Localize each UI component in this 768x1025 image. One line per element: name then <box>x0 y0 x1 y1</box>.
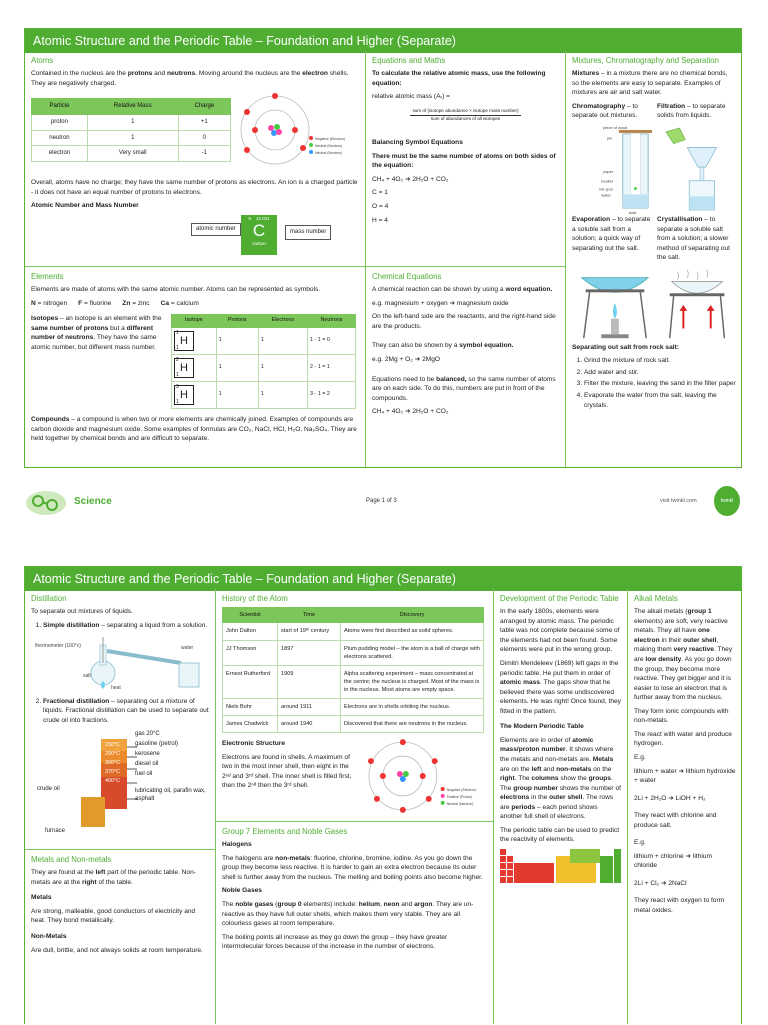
development-panel <box>494 589 627 1025</box>
alkali-heading: Alkali Metals <box>634 594 678 603</box>
svg-text:Neutral (Neutron): Neutral (Neutron) <box>447 802 474 807</box>
arrow-right-icon: ➔ <box>685 852 692 860</box>
svg-text:water: water <box>601 192 611 198</box>
amn-heading: Atomic Number and Mass Number <box>31 202 139 210</box>
filtration-text: Filtration – to separate solids from liquids. <box>657 102 726 120</box>
modern-table-text: Elements are in order of atomic mass/proton number. It shows where the metals and non-metals are. Metals are on the left and non-metals on the right. The columns show the groups. The group number shows the number of electrons in the outer shell. The rows are periods – each period shows another full shell of electrons. <box>500 736 621 821</box>
atoms-overall: Overall, atoms have no charge; they have the same number of protons as electrons. An ion is a charged particle - it does not have an equal number of protons to electrons. <box>31 179 358 196</box>
word-equation: e.g. magnesium + oxygen ➔ magnesium oxide <box>372 299 509 307</box>
svg-text:salt: salt <box>83 673 91 680</box>
symbol-equation: e.g. 2Mg + O₂ ➔ 2MgO <box>372 356 441 364</box>
fraction-labels: gas 20°C gasoline (petrol) kerosene diesel oil fuel oil lubricating oil, parafin wax, asphalt <box>135 730 206 802</box>
rock-salt-steps <box>572 356 736 410</box>
column-temperatures: 150°C 200°C 300°C 370°C 400°C <box>105 741 121 784</box>
isotope-symbol: 3 H 1 <box>174 385 194 405</box>
isotopes-text: Isotopes – an isotope is an element with the same number of protons but a different number of neutrons. They have the same atomic number, but different mass number. <box>31 315 162 352</box>
electronic-structure-heading: Electronic Structure <box>222 740 286 748</box>
metals-panel <box>25 850 215 1025</box>
svg-text:thermometer (100°c): thermometer (100°c) <box>35 643 81 650</box>
chemical-p1: A chemical reaction can be shown by using a word equation. <box>372 286 553 294</box>
filtration-diagram-icon <box>658 125 736 215</box>
svg-text:start: start <box>628 209 637 215</box>
noble-gases-heading: Noble Gases <box>222 887 262 895</box>
ram-intro: To calculate the relative atomic mass, use the following equation: <box>372 70 546 87</box>
svg-text:ink spot: ink spot <box>599 186 613 192</box>
arrow-right-icon: ➔ <box>668 794 674 802</box>
svg-text:Negative (Electron): Negative (Electron) <box>315 137 345 142</box>
alkali-p4: They react with chlorine and produce salt. <box>634 812 717 829</box>
history-heading: History of the Atom <box>222 594 288 603</box>
isotope-symbol: 2 H 1 <box>174 358 194 378</box>
isotope-symbol: 1 H 1 <box>174 331 194 351</box>
table-row: electron Very small -1 <box>32 146 231 162</box>
chromatography-text: Chromatography – to separate out mixtures. <box>572 102 638 120</box>
svg-text:Positive (Proton): Positive (Proton) <box>447 795 473 800</box>
svg-text:beaker: beaker <box>601 178 614 184</box>
svg-text:heat: heat <box>111 685 121 692</box>
table-row: JJ Thomson 1897 Plum pudding model – the atom is a ball of charge with electrons scattered. <box>223 640 484 665</box>
mixtures-heading: Mixtures, Chromatography and Separation <box>572 56 719 65</box>
table-row: John Dalton start of 19ᵗʰ century Atoms were first described as solid spheres. <box>223 623 484 640</box>
svg-text:water: water <box>181 645 194 652</box>
table-row: 1 H 1 1 1 1 - 1 = 0 <box>172 328 356 355</box>
history-table: Scientist Time Discovery John Dalton start of 19ᵗʰ century Atoms were first described as solid spheres. JJ Thomson 1897 Plum pudding model – the atom is a ball of charge with electrons scattered. Ernest Rutherford 1909 Alpha scattering experiment – mass concentrated at the centre; the nucleus is charged. Most of the mass is in the nucleus. Most atoms are empty space. Niels Bohr around 1911 Electrons are in shells orbiting the nucleus. James Chadwick around 1940 Discovered that there are neutrons in the nucleus. <box>222 607 484 733</box>
list-item: 4. Evaporate the water from the salt, leaving the crystals. <box>584 391 736 410</box>
halogens-text: The halogens are non-metals: fluorine, chlorine, bromine, iodine. As you go down the group they become less reactive. It is harder to gain an extra electron because its outer shell is further away from the nucleus. The melting and boiling points also become higher. <box>222 854 483 881</box>
compounds-text: Compounds – a compound is when two or more elements are chemically joined. Examples of compounds are carbon dioxide and magnesium oxide. Some examples of formulas are CO₂, NaCl, HCl, H₂O, Na₂SO₄. They are held together by chemical bonds and are difficult to separate. <box>31 416 357 443</box>
chromatography-diagram-icon <box>572 125 658 215</box>
twinkl-badge-icon: twinkl <box>714 486 740 516</box>
modern-table-heading: The Modern Periodic Table <box>500 723 584 731</box>
fractional-distillation-diagram <box>31 729 209 839</box>
alkali-p3: The react with water and produce hydrogen. <box>634 730 732 748</box>
table-row: 2 H 1 1 1 2 - 1 = 1 <box>172 355 356 382</box>
svg-text:paper: paper <box>603 168 614 174</box>
chemical-equations-panel <box>366 267 565 467</box>
periodic-table-icon <box>500 849 622 889</box>
carbon-tile: 6 12.011 C carbon <box>241 215 277 255</box>
list-item: 1. Grind the mixture of rock salt. <box>584 356 736 366</box>
crude-oil-label: crude oil <box>37 785 60 792</box>
svg-text:Neutral (Neutron): Neutral (Neutron) <box>315 144 343 149</box>
atoms-heading: Atoms <box>31 56 54 65</box>
arrow-right-icon: ➔ <box>404 175 411 183</box>
metals-text: Are strong, malleable, good conductors of electricity and heat. They bond metallically. <box>31 907 196 925</box>
development-p1: In the early 1800s, elements were arranged by atomic mass. The periodic table was not complete because some of the elements had not been found. Some elements were put in the wrong group. <box>500 608 620 654</box>
mixtures-intro: Mixtures – in a mixture there are no chemical bonds, so the elements are easy to separate. Examples of mixtures are air and salt water. <box>572 70 728 97</box>
atoms-intro: Contained in the nucleus are the protons and neutrons. Moving around the nucleus are the electron shells. They are negatively charged. <box>31 70 349 87</box>
chemical-p4: Equations need to be balanced, so the same number of atoms are on each side. To do this, numbers are put in front of the compounds. <box>372 375 556 402</box>
atom-count-c: C = 1 <box>372 189 388 197</box>
list-item: 2. Fractional distillation – separating out a mixture of liquids. Fractional distillation can be used to separate out crude oil into fractions. <box>43 697 209 726</box>
evaporation-text: Evaporation – to separate a soluble salt from a solution; a quick way of separating out the salt. <box>572 216 651 252</box>
mixtures-panel <box>566 51 742 469</box>
halogens-heading: Halogens <box>222 841 252 849</box>
nonmetals-text: Are dull, brittle, and not always solids at room temperature. <box>31 946 203 954</box>
particle-table: Particle Relative Mass Charge proton 1 +1 neutron 1 0 electron Very small -1 <box>31 98 231 162</box>
group7-panel <box>216 822 493 1025</box>
table-row: proton 1 +1 <box>32 115 231 131</box>
balanced-equation: CH₄ + 4O₂ ➔ 2H₂O + CO₂ <box>372 408 449 416</box>
footer-brand: Science <box>74 496 112 507</box>
atomic-number-label: atomic number <box>191 223 241 236</box>
elements-heading: Elements <box>31 272 64 281</box>
noble-gases-text: The noble gases (group 0 elements) include: helium, neon and argon. They are un-reactive as they have full outer shells, which makes them very stable. They are all colourless gases at room temperature. <box>222 901 474 928</box>
alkali-p5: They react with oxygen to form metal oxides. <box>634 897 725 914</box>
list-item: 3. Filter the mixture, leaving the sand in the filter paper <box>584 379 736 389</box>
distillation-heading: Distillation <box>31 594 67 603</box>
simple-distillation-diagram-icon <box>31 633 209 693</box>
furnace-label: furnace <box>45 827 66 834</box>
svg-text:Neutral (Neutron): Neutral (Neutron) <box>315 151 343 156</box>
svg-text:pin: pin <box>607 135 613 141</box>
table-row: 3 H 1 1 1 3 - 1 = 2 <box>172 382 356 409</box>
group7-heading: Group 7 Elements and Noble Gases <box>222 827 348 836</box>
noble-gases-boiling: The boiling points all increase as they go down the group – they have greater intermolecular forces because of the increase in the number of electrons. <box>222 933 448 951</box>
electron-shell-diagram-icon <box>357 739 487 813</box>
alkali-panel <box>628 589 742 1025</box>
chemical-heading: Chemical Equations <box>372 272 442 281</box>
isotope-table: Isotope Protons Electrons Neutrons 1 H 1 1 1 1 - 1 = 0 2 H 1 1 1 2 - 1 = 1 3 H 1 1 1 3 - 1 = 2 <box>171 314 356 409</box>
metals-subheading: Metals <box>31 894 52 902</box>
alkali-eq3: lithium + chlorine ➔ lithium chloride <box>634 852 712 870</box>
equations-heading: Equations and Maths <box>372 56 446 65</box>
alkali-p1: The alkali metals (group 1 elements) are soft, very reactive metals. They all have one electron in their outer shell, making them very reactive. They are low density. As you go down the group, they become more reactive. They get bigger and it is easier to lose an electron that is further away from the nucleus. <box>634 608 733 702</box>
alkali-eq4: 2Li + Cl₂ ➔ 2NaCl <box>634 879 687 887</box>
list-item: 2. Add water and stir. <box>584 368 736 378</box>
elements-panel <box>25 267 365 467</box>
arrow-right-icon: ➔ <box>414 356 421 364</box>
table-row: Ernest Rutherford 1909 Alpha scattering experiment – mass concentrated at the centre; the nucleus is charged. Most of the mass is in the nucleus. Most atoms are empty space. <box>223 665 484 698</box>
metals-intro: They are found at the left part of the periodic table. Non-metals are at the right of the table. <box>31 869 196 886</box>
table-row: Niels Bohr around 1911 Electrons are in shells orbiting the nucleus. <box>223 699 484 716</box>
chemical-p2: On the left-hand side are the reactants, and the right-hand side are the products. <box>372 313 556 330</box>
table-row: neutron 1 0 <box>32 130 231 146</box>
balancing-equation: CH₄ + 4O₂ ➔ 2H₂O + CO₂ <box>372 175 449 183</box>
page-number: Page 1 of 3 <box>366 498 397 504</box>
nonmetals-subheading: Non-Metals <box>31 933 67 941</box>
ram-label: relative atomic mass (Aᵣ) = <box>372 93 450 101</box>
elements-intro: Elements are made of atoms with the same atomic number. Atoms can be represented as symbols. <box>31 286 321 294</box>
alkali-eg2: E.g. <box>634 839 646 847</box>
arrow-right-icon: ➔ <box>449 299 456 307</box>
balancing-heading: Balancing Symbol Equations <box>372 139 463 147</box>
crystallisation-text: Crystallisation – to separate a soluble salt from a solution; a slower method of separating out the salt. <box>657 216 730 262</box>
twinkl-link[interactable]: visit twinkl.com <box>660 498 697 504</box>
page-one-title: Atomic Structure and the Periodic Table – Foundation and Higher (Separate) <box>25 29 741 53</box>
alkali-p2: They form ionic compounds with non-metals. <box>634 707 729 725</box>
svg-text:piece of wood: piece of wood <box>603 125 628 131</box>
balancing-text: There must be the same number of atoms on both sides of the equation: <box>372 152 556 170</box>
list-item: 1. Simple distillation – separating a liquid from a solution. <box>43 621 209 631</box>
page-footer <box>24 486 742 526</box>
element-symbols: N = nitrogen F = fluorine Zn = zinc Ca = calcium <box>31 299 199 307</box>
equations-panel <box>366 51 565 266</box>
alkali-eq2: 2Li + 2H₂O ➔ LiOH + H₂ <box>634 794 706 802</box>
arrow-right-icon: ➔ <box>678 767 685 775</box>
atom-diagram-icon <box>237 92 357 172</box>
atoms-panel <box>25 51 365 266</box>
development-p2: Dimitri Mendeleev (1869) left gaps in the periodic table. He put them in order of atomic mass. The gaps show that he believed there was some undiscovered elements. He was right! Once found, they fitted in the pattern. <box>500 660 621 715</box>
alkali-eq1: lithium + water ➔ lithium hydroxide + water <box>634 767 736 785</box>
electronic-structure-text: Electrons are found in shells. A maximum of two in the most inner shell, then eight in the 2ⁿᵈ and 3ʳᵈ shell. The inner shell is filled first, then the 2ⁿᵈ then the 3ʳᵈ shell. <box>222 753 352 790</box>
predict-text: The periodic table can be used to predict the reactivity of elements. <box>500 826 620 844</box>
carbon-diagram <box>31 215 359 261</box>
atom-count-o: O = 4 <box>372 202 389 210</box>
svg-text:Negative (Electron): Negative (Electron) <box>447 788 477 793</box>
rock-salt-heading: Separating out salt from rock salt: <box>572 343 679 351</box>
metals-heading: Metals and Non-metals <box>31 855 112 864</box>
alkali-eg: E.g. <box>634 753 646 761</box>
crystallisation-diagram-icon <box>658 267 736 343</box>
arrow-right-icon: ➔ <box>404 408 411 416</box>
distillation-panel <box>25 589 215 849</box>
page-two-title: Atomic Structure and the Periodic Table – Foundation and Higher (Separate) <box>25 567 741 591</box>
chemical-p3: They can also be shown by a symbol equation. <box>372 342 514 350</box>
mass-number-label: mass number <box>285 225 331 240</box>
page-one <box>24 28 742 468</box>
table-row: James Chadwick around 1940 Discovered that there are neutrons in the nucleus. <box>223 716 484 733</box>
evaporation-diagram-icon <box>572 267 658 343</box>
arrow-right-icon: ➔ <box>660 879 667 887</box>
distillation-intro: To separate out mixtures of liquids. <box>31 608 133 616</box>
atom-count-h: H = 4 <box>372 216 388 224</box>
history-panel <box>216 589 493 821</box>
science-logo-icon <box>24 488 68 518</box>
page-two <box>24 566 742 1024</box>
ram-fraction: sum of (isotope abundance × isotope mass number) sum of abundances of all isotopes <box>412 107 519 121</box>
development-heading: Development of the Periodic Table <box>500 594 619 603</box>
